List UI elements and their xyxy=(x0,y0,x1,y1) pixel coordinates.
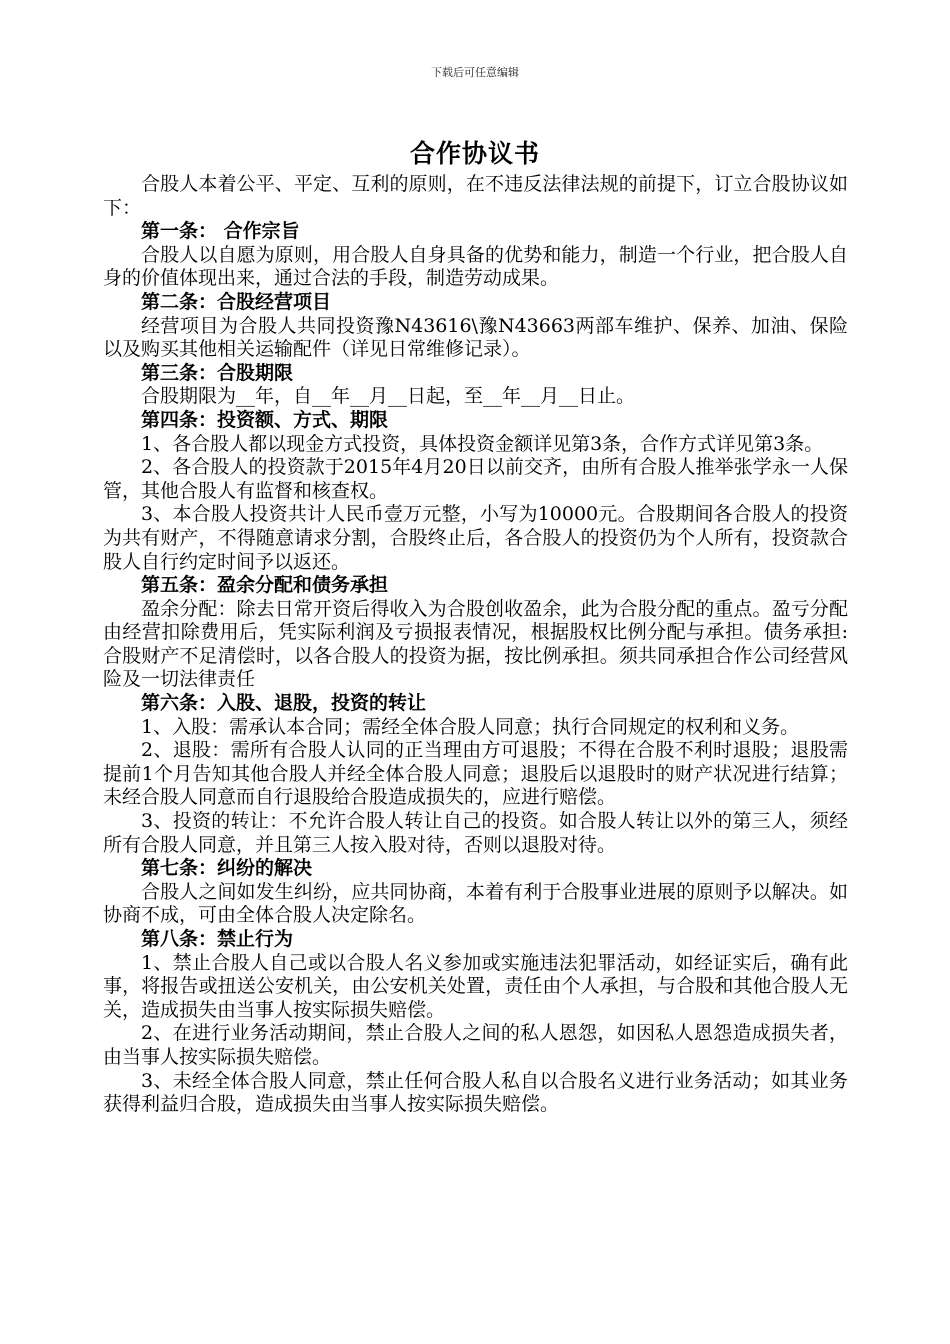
article-heading: 第一条： 合作宗旨 xyxy=(141,220,300,243)
article-paragraph: 3、本合股人投资共计人民币壹万元整，小写为10000元。合股期间各合股人的投资为共有财产，不得随意请求分割，合股终止后，各合股人的投资仍为个人所有，投资款合股人自行约定时间予以返还。 xyxy=(103,503,848,573)
article-paragraph: 1、各合股人都以现金方式投资，具体投资金额详见第3条，合作方式详见第3条。 xyxy=(141,432,824,455)
article-heading: 第八条：禁止行为 xyxy=(141,928,294,950)
article-paragraph: 合股人之间如发生纠纷，应共同协商，本着有利于合股事业进展的原则予以解决。如协商不成，可由全体合股人决定除名。 xyxy=(103,880,848,927)
document-body xyxy=(103,173,848,1117)
article-paragraph: 2、各合股人的投资款于2015年4月20日以前交齐，由所有合股人推举张学永一人保管，其他合股人有监督和核查权。 xyxy=(103,456,848,502)
article-heading: 第三条：合股期限 xyxy=(141,361,294,384)
article-heading: 第四条：投资额、方式、期限 xyxy=(141,408,389,431)
article-paragraph: 合股人以自愿为原则，用合股人自身具备的优势和能力，制造一个行业，把合股人自身的价值体现出来，通过合法的手段，制造劳动成果。 xyxy=(103,243,848,290)
article-heading: 第七条：纠纷的解决 xyxy=(141,857,313,880)
article-paragraph: 1、禁止合股人自己或以合股人名义参加或实施违法犯罪活动，如经证实后，确有此事，将报告或扭送公安机关，由公安机关处置，责任由个人承担，与合股和其他合股人无关，造成损失由当事人按实际损失赔偿。 xyxy=(103,951,848,1021)
article-paragraph: 2、在进行业务活动期间，禁止合股人之间的私人恩怨，如因私人恩怨造成损失者，由当事人按实际损失赔偿。 xyxy=(103,1022,848,1068)
article-paragraph: 盈余分配：除去日常开资后得收入为合股创收盈余，此为合股分配的重点。盈亏分配由经营扣除费用后，凭实际利润及亏损报表情况，根据股权比例分配与承担。债务承担:合股财产不足清偿时，以各合股人的投资为据，按比例承担。须共同承担合作公司经营风险及一切法律责任 xyxy=(103,597,848,691)
article-heading: 第六条：入股、退股，投资的转让 xyxy=(141,692,427,715)
article-paragraph: 合股期限为__年，自__年__月__日起，至__年__月__日止。 xyxy=(141,385,636,408)
article-heading: 第五条：盈余分配和债务承担 xyxy=(141,574,389,597)
article-paragraph: 1、入股：需承认本合同；需经全体合股人同意；执行合同规定的权利和义务。 xyxy=(141,715,800,738)
article-paragraph: 3、投资的转让：不允许合股人转让自己的投资。如合股人转让以外的第三人，须经所有合股人同意，并且第三人按入股对待，否则以退股对待。 xyxy=(103,810,848,856)
article-paragraph: 2、退股：需所有合股人认同的正当理由方可退股；不得在合股不利时退股；退股需提前1个月告知其他合股人并经全体合股人同意；退股后以退股时的财产状况进行结算；未经合股人同意而自行退股给合股造成损失的，应进行赔偿。 xyxy=(103,739,848,809)
header-note: 下载后可任意编辑 xyxy=(431,66,519,79)
intro-paragraph: 合股人本着公平、平定、互利的原则，在不违反法律法规的前提下，订立合股协议如下： xyxy=(103,173,848,219)
article-paragraph: 3、未经全体合股人同意，禁止任何合股人私自以合股名义进行业务活动；如其业务获得利益归合股，造成损失由当事人按实际损失赔偿。 xyxy=(103,1069,848,1116)
document-title: 合作协议书 xyxy=(409,139,540,168)
article-heading: 第二条：合股经营项目 xyxy=(141,290,332,313)
article-paragraph: 经营项目为合股人共同投资豫N43616\豫N43663两部车维护、保养、加油、保险以及购买其他相关运输配件（详见日常维修记录）。 xyxy=(103,314,848,361)
